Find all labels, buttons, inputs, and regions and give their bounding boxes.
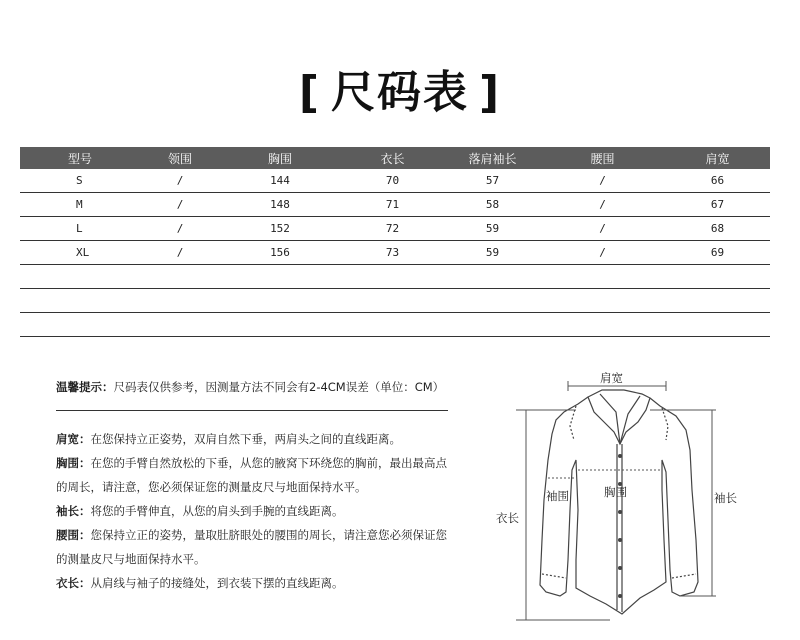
header-cell: 领围	[140, 147, 220, 169]
table-cell: /	[540, 217, 665, 241]
definition-waist	[56, 523, 448, 571]
label-chest: 胸围	[604, 485, 627, 499]
table-cell	[445, 289, 540, 313]
definition-desc: 在您的手臂自然放松的下垂，从您的腋窝下环绕您的胸前，最出最高点的周长，请注意，您必须保证您的测量皮尺与地面保持水平。	[56, 456, 447, 494]
table-cell: 59	[445, 241, 540, 265]
definition-desc: 从肩线与袖子的接缝处，到衣装下摆的直线距离。	[90, 576, 344, 590]
table-cell	[540, 289, 665, 313]
size-table	[20, 147, 770, 337]
tip-line	[56, 376, 448, 398]
table-cell: 66	[665, 169, 770, 193]
table-cell: 152	[220, 217, 340, 241]
label-sleeve-girth: 袖围	[546, 489, 569, 503]
table-cell: XL	[20, 241, 140, 265]
table-cell	[20, 289, 140, 313]
tip-text: 尺码表仅供参考，因测量方法不同会有2-4CM误差（单位：CM）	[113, 380, 445, 394]
page-title	[0, 56, 800, 120]
table-cell	[140, 265, 220, 289]
table-cell	[340, 313, 445, 337]
table-header-row	[20, 147, 770, 169]
label-sleeve-length: 袖长	[714, 491, 737, 505]
table-row	[20, 169, 770, 193]
table-cell: 68	[665, 217, 770, 241]
table-row	[20, 217, 770, 241]
table-cell	[665, 289, 770, 313]
table-cell	[665, 265, 770, 289]
table-row	[20, 193, 770, 217]
title-text: 尺码表	[331, 67, 469, 118]
table-cell: 57	[445, 169, 540, 193]
tip-heading: 温馨提示：	[56, 380, 114, 394]
table-cell	[220, 289, 340, 313]
table-cell: 72	[340, 217, 445, 241]
table-cell: 71	[340, 193, 445, 217]
table-cell	[445, 265, 540, 289]
label-shoulder: 肩宽	[600, 371, 623, 385]
table-row	[20, 241, 770, 265]
table-cell	[340, 265, 445, 289]
table-cell: 73	[340, 241, 445, 265]
table-cell: L	[20, 217, 140, 241]
table-cell: 67	[665, 193, 770, 217]
definition-sleeve	[56, 499, 448, 523]
definition-desc: 您保持立正的姿势，量取肚脐眼处的腰围的周长，请注意您必须保证您的测量皮尺与地面保持水平。	[56, 528, 447, 566]
title-close-bracket: ]	[479, 67, 502, 118]
definition-shoulder	[56, 427, 448, 451]
definition-desc: 在您保持立正姿势，双肩自然下垂，两肩头之间的直线距离。	[90, 432, 401, 446]
table-cell	[20, 265, 140, 289]
table-cell	[540, 313, 665, 337]
table-cell: /	[140, 217, 220, 241]
definition-desc: 将您的手臂伸直，从您的肩头到手腕的直线距离。	[90, 504, 344, 518]
table-cell: /	[540, 241, 665, 265]
table-cell	[445, 313, 540, 337]
definition-term: 肩宽：	[56, 432, 91, 446]
table-cell: /	[540, 169, 665, 193]
title-open-bracket: [	[298, 67, 321, 118]
header-cell: 型号	[20, 147, 140, 169]
table-cell	[220, 313, 340, 337]
table-cell: M	[20, 193, 140, 217]
label-length: 衣长	[496, 511, 519, 525]
table-cell: 59	[445, 217, 540, 241]
table-row-empty	[20, 289, 770, 313]
table-cell: 144	[220, 169, 340, 193]
table-cell: /	[140, 193, 220, 217]
table-cell	[20, 313, 140, 337]
header-cell: 衣长	[340, 147, 445, 169]
table-cell: 69	[665, 241, 770, 265]
header-cell: 肩宽	[665, 147, 770, 169]
table-cell	[140, 289, 220, 313]
definition-term: 胸围：	[56, 456, 91, 470]
definition-chest	[56, 451, 448, 499]
shirt-diagram	[490, 360, 750, 630]
table-cell: 58	[445, 193, 540, 217]
table-cell: /	[540, 193, 665, 217]
table-cell: /	[140, 169, 220, 193]
table-cell	[220, 265, 340, 289]
table-cell: 70	[340, 169, 445, 193]
table-row-empty	[20, 265, 770, 289]
table-row-empty	[20, 313, 770, 337]
table-cell	[340, 289, 445, 313]
table-cell	[540, 265, 665, 289]
table-cell: 148	[220, 193, 340, 217]
definition-term: 腰围：	[56, 528, 91, 542]
definition-length	[56, 571, 448, 595]
table-cell: S	[20, 169, 140, 193]
definition-term: 袖长：	[56, 504, 91, 518]
table-cell	[140, 313, 220, 337]
tips-section	[56, 376, 448, 595]
table-cell	[665, 313, 770, 337]
table-cell: 156	[220, 241, 340, 265]
header-cell: 胸围	[220, 147, 340, 169]
header-cell: 落肩袖长	[445, 147, 540, 169]
definition-term: 衣长：	[56, 576, 91, 590]
table-cell: /	[140, 241, 220, 265]
header-cell: 腰围	[540, 147, 665, 169]
tip-divider	[56, 410, 448, 411]
